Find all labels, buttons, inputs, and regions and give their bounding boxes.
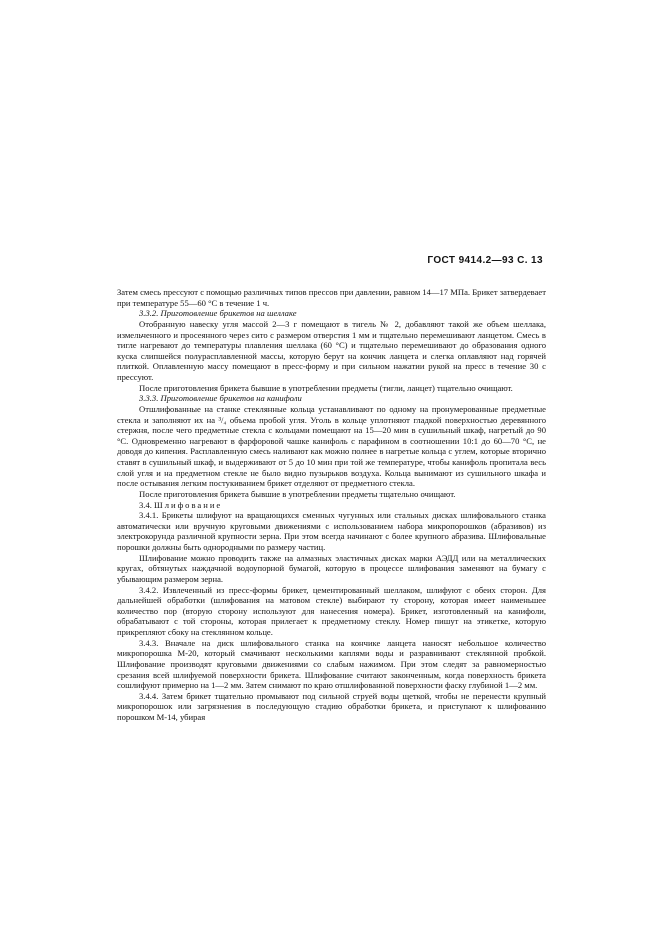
paragraph-shellac-procedure: Отобранную навеску угля массой 2—3 г помещают в тигель № 2, добавляют такой же объем шеллака, измельченного и просеянного через сито с размером отверстия 1 мм и тщательно перемешивают ланцетом. Смесь в тигле нагревают до температуры плавления шеллака (60 °С) и тщательно перемешивают до образования одного куска слипшейся полурасплавленной массы, которую берут на кончик ланцета и слегка оплавляют над горячей плиткой. Оплавленную массу помещают в пресс-форму и при сильном нажатии рукой на пресс в течение 30 с прессуют. xyxy=(117,318,546,382)
page-header: ГОСТ 9414.2—93 С. 13 xyxy=(427,255,543,266)
paragraph-cleaning-rosin: После приготовления брикета бывшие в употреблении предметы тщательно очищают. xyxy=(139,488,456,499)
section-heading-3-3-2: 3.3.2. Приготовление брикетов на шеллаке xyxy=(139,308,297,319)
section-heading-3-4 xyxy=(117,500,546,511)
paragraph-diamond-discs: Шлифование можно проводить также на алмазных эластичных дисках марки АЭДД или на металлических кругах, обтянутых наждачной водоупорной бумагой, которую в процессе шлифования заменяют на бумагу с убывающим размером зерна. xyxy=(117,552,546,584)
paragraph-continuation: Затем смесь прессуют с помощью различных типов прессов при давлении, равном 14—17 МПа. Брикет затвердевает при температуре 55—60 °С в течение 1 ч. xyxy=(117,287,546,308)
paragraph-3-4-3: 3.4.3. Вначале на диск шлифовального станка на кончике ланцета наносят небольшое количество микропорошка М-20, который смачивают несколькими каплями воды и разравнивают стеклянной пробкой. Шлифование производят круговыми движениями со слабым нажимом. При этом следят за равномерностью срезания всей шлифуемой поверхности брикета. Шлифование считают законченным, когда поверхность брикета сошлифуют примерно на 1—2 мм. Затем снимают по краю отшлифованной поверхности фаску глубиной 1—2 мм. xyxy=(117,637,546,691)
paragraph-rosin-procedure: Отшлифованные на станке стеклянные кольца устанавливают по одному на пронумерованные предметные стекла и заполняют их на ³/₄ объема пробой угля. Уголь в кольце уплотняют гладкой поверхностью деревянного стержня, после чего предметные стекла с кольцами помещают на 15—20 мин в сушильный шкаф, нагретый до 90 °С. Одновременно нагревают в фарфоровой чашке канифоль с парафином в соотношении 10:1 до 60—70 °С, не доводя до кипения. Расплавленную смесь наливают как можно полнее в нагретые кольца с углем, которые вторично ставят в сушильный шкаф, и выдерживают от 5 до 10 мин при той же температуре, чтобы канифоль пропитала весь слой угля и на предметном стекле не было видно пузырьков воздуха. Кольца вынимают из сушильного шкафа и после остывания легким постукиванием брикет отделяют от предметного стекла. xyxy=(117,403,546,489)
section-number: 3.4. xyxy=(139,499,152,510)
body-text xyxy=(117,287,546,723)
section-title: Шлифование xyxy=(154,499,223,510)
paragraph-3-4-4: 3.4.4. Затем брикет тщательно промывают под сильной струей воды щеткой, чтобы не перенести крупный микропорошок или загрязнения в последующую стадию обработки брикета, и приступают к шлифованию порошком М-14, убирая xyxy=(117,690,546,722)
paragraph-3-4-2: 3.4.2. Извлеченный из пресс-формы брикет, цементированный шеллаком, шлифуют с обеих сторон. Для дальнейшей обработки (шлифования на матовом стекле) выбирают ту сторону, которая имеет наименьшее количество пор (вторую сторону используют для нанесения номера). Брикет, изготовленный на канифоли, обрабатывают с той стороны, которая прилегает к предметному стеклу. Номер пишут на этикетке, которую прикрепляют сбоку на стеклянном кольце. xyxy=(117,584,546,637)
paragraph-3-4-1: 3.4.1. Брикеты шлифуют на вращающихся сменных чугунных или стальных дисках шлифовального станка автоматически или вручную круговыми движениями с использованием набора микропорошков (абразивов) из электрокорунда различной крупности зерна. При этом всегда начинают с более крупного абразива. Шлифовальные порошки должны быть однородными по размеру частиц. xyxy=(117,510,546,552)
section-heading-3-3-3: 3.3.3. Приготовление брикетов на канифоли xyxy=(139,393,302,404)
paragraph-cleaning-shellac: После приготовления брикета бывшие в употреблении предметы (тигли, ланцет) тщательно очищают. xyxy=(139,382,513,393)
